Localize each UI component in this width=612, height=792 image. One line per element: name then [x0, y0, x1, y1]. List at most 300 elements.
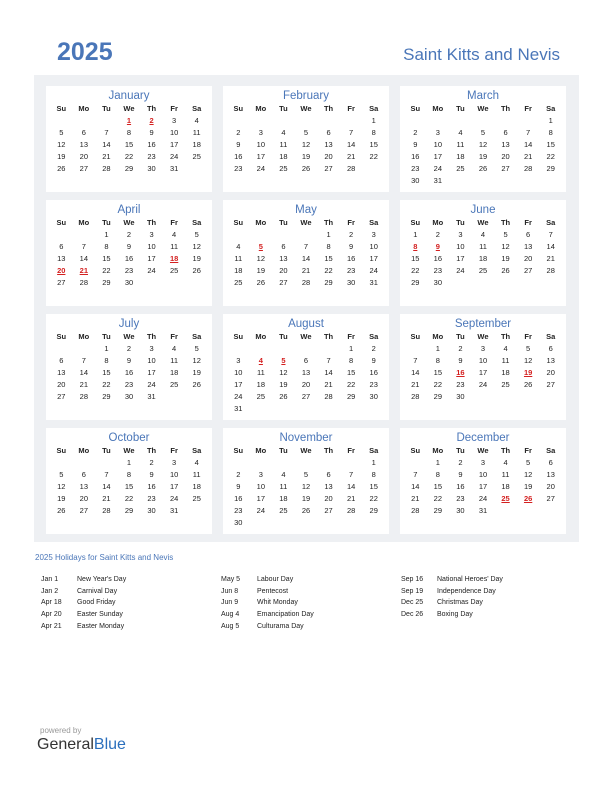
weekday-label: Sa: [192, 104, 202, 113]
holiday-day-cell: 5: [281, 356, 286, 365]
day-cell: 5: [59, 470, 64, 479]
day-cell: 16: [234, 494, 243, 503]
weekday-label: Su: [410, 218, 421, 227]
weekday-label: Th: [323, 104, 334, 113]
day-cell: 9: [126, 242, 132, 251]
day-cell: 1: [435, 344, 440, 353]
empty-day-cell: [272, 517, 295, 529]
day-cell: 17: [456, 254, 465, 263]
day-cell: 10: [147, 242, 156, 251]
day-cell: 26: [256, 278, 266, 287]
weekday-label: We: [123, 218, 135, 227]
empty-day-cell: [317, 343, 340, 355]
empty-day-cell: [539, 175, 562, 187]
weekday-header: [400, 217, 566, 229]
day-cell: 23: [147, 494, 156, 503]
empty-day-cell: [272, 403, 295, 415]
day-cell: 20: [324, 152, 333, 161]
day-cell: 11: [234, 254, 243, 263]
holiday-item: [221, 597, 314, 609]
weekday-label: Su: [410, 446, 421, 455]
day-cell: 9: [413, 140, 418, 149]
day-cell: 28: [346, 506, 356, 515]
day-cell: 15: [324, 254, 333, 263]
holiday-day-cell: 5: [258, 242, 263, 251]
day-cell: 23: [411, 164, 420, 173]
empty-day-cell: [295, 229, 318, 241]
week-row: [46, 253, 212, 265]
day-cell: 8: [548, 128, 553, 137]
day-cell: 3: [258, 128, 263, 137]
weekday-label: Fr: [347, 332, 355, 341]
empty-day-cell: [185, 391, 208, 403]
weekday-label: Mo: [78, 446, 90, 455]
day-cell: 12: [57, 482, 66, 491]
day-cell: 18: [501, 482, 510, 491]
empty-day-cell: [272, 115, 295, 127]
empty-day-cell: [472, 175, 495, 187]
weekday-label: Mo: [255, 446, 267, 455]
day-cell: 14: [79, 254, 89, 263]
weekday-label: Mo: [255, 218, 267, 227]
day-cell: 29: [124, 506, 134, 515]
holiday-item: [221, 609, 314, 621]
day-cell: 12: [192, 242, 201, 251]
day-cell: 24: [369, 266, 378, 275]
weekday-label: Sa: [192, 218, 202, 227]
weekday-label: Mo: [432, 218, 444, 227]
day-cell: 20: [279, 266, 288, 275]
day-cell: 9: [126, 356, 132, 365]
empty-day-cell: [250, 343, 273, 355]
week-row: [223, 241, 389, 253]
day-cell: 21: [546, 254, 555, 263]
day-cell: 13: [523, 242, 533, 251]
week-row: [400, 277, 566, 289]
empty-day-cell: [472, 391, 495, 403]
day-cell: 11: [170, 242, 179, 251]
month-name: October: [108, 432, 150, 444]
holiday-item: [401, 586, 503, 598]
day-cell: 11: [192, 470, 201, 479]
week-row: [223, 229, 389, 241]
empty-day-cell: [73, 115, 96, 127]
holiday-name: Independence Day: [437, 587, 496, 595]
day-cell: 4: [458, 128, 463, 137]
day-cell: 3: [435, 128, 440, 137]
empty-day-cell: [494, 391, 517, 403]
week-row: [223, 493, 389, 505]
empty-day-cell: [362, 163, 385, 175]
day-cell: 25: [192, 152, 201, 161]
month-july: [46, 314, 212, 420]
week-row: [46, 151, 212, 163]
month-name: January: [108, 90, 150, 102]
week-row: [223, 127, 389, 139]
holiday-day-cell: 21: [79, 266, 89, 275]
week-row: [223, 391, 389, 403]
day-cell: 8: [104, 356, 109, 365]
day-cell: 26: [57, 164, 66, 173]
day-cell: 6: [548, 458, 553, 467]
day-cell: 27: [324, 506, 333, 515]
week-row: [46, 481, 212, 493]
day-cell: 8: [326, 242, 331, 251]
empty-day-cell: [227, 229, 250, 241]
day-cell: 3: [172, 458, 177, 467]
weekday-label: Mo: [255, 104, 267, 113]
empty-day-cell: [494, 115, 517, 127]
day-cell: 30: [346, 278, 356, 287]
empty-day-cell: [427, 115, 450, 127]
week-row: [400, 127, 566, 139]
day-cell: 10: [256, 140, 266, 149]
day-cell: 24: [256, 164, 266, 173]
week-row: [223, 469, 389, 481]
day-cell: 13: [546, 356, 555, 365]
week-row: [223, 355, 389, 367]
empty-day-cell: [140, 277, 163, 289]
week-row: [400, 505, 566, 517]
day-cell: 16: [124, 254, 134, 263]
day-cell: 23: [456, 380, 465, 389]
weekday-label: Th: [323, 218, 334, 227]
week-row: [223, 481, 389, 493]
day-cell: 22: [124, 152, 134, 161]
day-cell: 23: [369, 380, 378, 389]
day-cell: 20: [301, 380, 311, 389]
month-august: [223, 314, 389, 420]
day-cell: 5: [59, 128, 64, 137]
day-cell: 4: [194, 116, 199, 125]
holiday-name: Culturama Day: [257, 622, 304, 630]
day-cell: 5: [503, 230, 508, 239]
holiday-column: [401, 574, 503, 621]
weekday-label: Fr: [347, 446, 355, 455]
week-row: [46, 391, 212, 403]
empty-day-cell: [95, 115, 118, 127]
weekday-label: Su: [233, 446, 244, 455]
weekday-label: Tu: [456, 218, 465, 227]
day-cell: 22: [369, 152, 378, 161]
day-cell: 14: [346, 482, 356, 491]
day-cell: 15: [102, 368, 111, 377]
weekday-label: Th: [146, 218, 157, 227]
day-cell: 8: [435, 470, 440, 479]
day-cell: 24: [169, 152, 179, 161]
week-row: [400, 229, 566, 241]
day-cell: 27: [279, 278, 288, 287]
day-cell: 12: [57, 140, 66, 149]
day-cell: 19: [192, 254, 201, 263]
day-cell: 7: [349, 470, 354, 479]
weekday-label: Sa: [192, 332, 202, 341]
day-cell: 26: [301, 164, 311, 173]
month-name: November: [279, 432, 333, 444]
day-cell: 4: [172, 344, 177, 353]
month-february: [223, 86, 389, 192]
day-cell: 15: [124, 140, 134, 149]
day-cell: 25: [279, 164, 288, 173]
day-cell: 14: [102, 482, 111, 491]
holiday-day-cell: 4: [258, 356, 263, 365]
empty-day-cell: [340, 403, 363, 415]
day-cell: 27: [324, 164, 333, 173]
week-row: [46, 115, 212, 127]
week-row: [400, 379, 566, 391]
day-cell: 6: [326, 470, 331, 479]
day-cell: 13: [79, 482, 89, 491]
day-cell: 19: [523, 482, 533, 491]
empty-day-cell: [517, 277, 540, 289]
holiday-date: Apr 21: [41, 622, 62, 630]
day-cell: 30: [234, 518, 243, 527]
day-cell: 31: [369, 278, 378, 287]
week-row: [46, 241, 212, 253]
weekday-label: Su: [56, 104, 67, 113]
holiday-name: Labour Day: [257, 576, 294, 583]
day-cell: 18: [279, 152, 288, 161]
holiday-day-cell: 26: [523, 494, 533, 503]
week-row: [46, 163, 212, 175]
day-cell: 11: [170, 356, 179, 365]
empty-day-cell: [185, 163, 208, 175]
weekday-label: Su: [233, 218, 244, 227]
day-cell: 30: [147, 506, 156, 515]
month-name: December: [456, 432, 510, 444]
day-cell: 10: [234, 368, 243, 377]
day-cell: 1: [371, 116, 376, 125]
day-cell: 10: [147, 356, 156, 365]
day-cell: 15: [433, 482, 443, 491]
day-cell: 29: [346, 392, 356, 401]
weekday-header: [400, 445, 566, 457]
day-cell: 7: [81, 356, 86, 365]
month-name: February: [282, 90, 330, 102]
empty-day-cell: [250, 115, 273, 127]
empty-day-cell: [50, 115, 73, 127]
day-cell: 5: [480, 128, 486, 137]
day-cell: 25: [279, 506, 288, 515]
brand-blue-text: Blue: [93, 736, 126, 753]
empty-day-cell: [449, 175, 472, 187]
day-cell: 25: [456, 164, 465, 173]
day-cell: 14: [301, 254, 311, 263]
day-cell: 16: [411, 152, 420, 161]
day-cell: 8: [104, 242, 109, 251]
day-cell: 3: [149, 230, 154, 239]
day-cell: 1: [104, 344, 109, 353]
empty-day-cell: [95, 457, 118, 469]
day-cell: 13: [279, 254, 288, 263]
week-row: [400, 469, 566, 481]
day-cell: 26: [478, 164, 488, 173]
weekday-label: Tu: [279, 218, 288, 227]
day-cell: 6: [81, 128, 86, 137]
day-cell: 2: [126, 230, 132, 239]
weekday-label: Th: [323, 446, 334, 455]
empty-day-cell: [494, 277, 517, 289]
day-cell: 28: [324, 392, 333, 401]
day-cell: 13: [324, 482, 333, 491]
day-cell: 13: [324, 140, 333, 149]
holiday-date: Aug 5: [221, 622, 240, 630]
empty-day-cell: [362, 403, 385, 415]
empty-day-cell: [163, 391, 186, 403]
day-cell: 11: [456, 140, 465, 149]
day-cell: 9: [236, 482, 241, 491]
month-november: [223, 428, 389, 534]
month-name: March: [467, 90, 499, 102]
day-cell: 20: [57, 380, 66, 389]
day-cell: 28: [102, 506, 111, 515]
day-cell: 12: [301, 140, 311, 149]
weekday-label: We: [123, 104, 135, 113]
weekday-label: Fr: [524, 104, 532, 113]
day-cell: 14: [411, 482, 420, 491]
day-cell: 10: [169, 470, 179, 479]
month-name: May: [295, 204, 317, 216]
day-cell: 15: [411, 254, 420, 263]
day-cell: 5: [303, 128, 309, 137]
day-cell: 18: [192, 140, 201, 149]
week-row: [223, 163, 389, 175]
weekday-label: Th: [500, 104, 511, 113]
day-cell: 9: [349, 242, 354, 251]
day-cell: 4: [480, 230, 486, 239]
empty-day-cell: [295, 115, 318, 127]
weekday-header: [223, 331, 389, 343]
week-row: [223, 343, 389, 355]
day-cell: 21: [79, 380, 89, 389]
day-cell: 20: [523, 254, 533, 263]
weekday-header: [400, 331, 566, 343]
day-cell: 6: [303, 356, 309, 365]
day-cell: 11: [192, 128, 201, 137]
day-cell: 22: [124, 494, 134, 503]
day-cell: 19: [478, 152, 488, 161]
weekday-label: Fr: [170, 104, 178, 113]
day-cell: 5: [526, 458, 531, 467]
day-cell: 4: [281, 470, 286, 479]
day-cell: 11: [501, 356, 510, 365]
day-cell: 6: [81, 470, 86, 479]
week-row: [400, 355, 566, 367]
empty-day-cell: [449, 277, 472, 289]
weekday-label: Th: [500, 446, 511, 455]
day-cell: 19: [301, 494, 311, 503]
day-cell: 18: [279, 494, 288, 503]
day-cell: 13: [301, 368, 311, 377]
day-cell: 13: [57, 254, 66, 263]
day-cell: 1: [126, 458, 132, 467]
week-row: [223, 139, 389, 151]
weekday-label: Fr: [170, 446, 178, 455]
empty-day-cell: [227, 115, 250, 127]
week-row: [400, 457, 566, 469]
day-cell: 20: [546, 482, 555, 491]
day-cell: 12: [523, 470, 533, 479]
week-row: [223, 265, 389, 277]
holiday-item: [41, 621, 126, 633]
day-cell: 2: [458, 344, 463, 353]
day-cell: 22: [433, 380, 443, 389]
day-cell: 28: [102, 164, 111, 173]
holiday-name: National Heroes' Day: [437, 576, 503, 583]
weekday-label: We: [477, 446, 489, 455]
day-cell: 1: [371, 458, 376, 467]
weekday-label: Tu: [456, 332, 465, 341]
day-cell: 17: [169, 140, 179, 149]
day-cell: 2: [458, 458, 463, 467]
empty-day-cell: [539, 277, 562, 289]
day-cell: 26: [57, 506, 66, 515]
day-cell: 21: [411, 494, 420, 503]
day-cell: 12: [523, 356, 533, 365]
weekday-label: We: [477, 104, 489, 113]
week-row: [46, 469, 212, 481]
day-cell: 18: [256, 380, 266, 389]
empty-day-cell: [539, 391, 562, 403]
weekday-label: Tu: [456, 446, 465, 455]
brand-general-text: General: [37, 736, 94, 753]
day-cell: 1: [349, 344, 354, 353]
brand-logo: [37, 736, 126, 754]
holiday-name: Whit Monday: [257, 599, 298, 607]
day-cell: 24: [433, 164, 443, 173]
day-cell: 17: [478, 482, 488, 491]
day-cell: 10: [256, 482, 266, 491]
day-cell: 24: [456, 266, 465, 275]
day-cell: 23: [234, 506, 243, 515]
week-row: [400, 343, 566, 355]
week-row: [400, 115, 566, 127]
day-cell: 8: [126, 128, 132, 137]
day-cell: 15: [124, 482, 134, 491]
holidays-heading: 2025 Holidays for Saint Kitts and Nevis: [35, 553, 174, 562]
day-cell: 7: [303, 242, 309, 251]
day-cell: 18: [169, 368, 179, 377]
weekday-label: Fr: [524, 218, 532, 227]
weekday-label: We: [477, 332, 489, 341]
weekday-label: Fr: [170, 332, 178, 341]
day-cell: 17: [169, 482, 179, 491]
day-cell: 16: [456, 482, 465, 491]
holiday-date: Dec 26: [401, 611, 424, 619]
day-cell: 22: [411, 266, 420, 275]
day-cell: 9: [236, 140, 241, 149]
month-march: [400, 86, 566, 192]
empty-day-cell: [494, 175, 517, 187]
day-cell: 27: [523, 266, 533, 275]
weekday-label: Th: [146, 104, 157, 113]
empty-day-cell: [163, 277, 186, 289]
empty-day-cell: [317, 457, 340, 469]
holiday-day-cell: 1: [126, 116, 132, 125]
day-cell: 27: [301, 392, 311, 401]
day-cell: 26: [279, 392, 288, 401]
day-cell: 4: [194, 458, 199, 467]
day-cell: 6: [503, 128, 508, 137]
day-cell: 29: [433, 506, 443, 515]
day-cell: 12: [478, 140, 488, 149]
week-row: [46, 139, 212, 151]
week-row: [223, 367, 389, 379]
day-cell: 22: [433, 494, 443, 503]
day-cell: 16: [147, 482, 156, 491]
day-cell: 20: [546, 368, 555, 377]
weekday-label: Tu: [456, 104, 465, 113]
